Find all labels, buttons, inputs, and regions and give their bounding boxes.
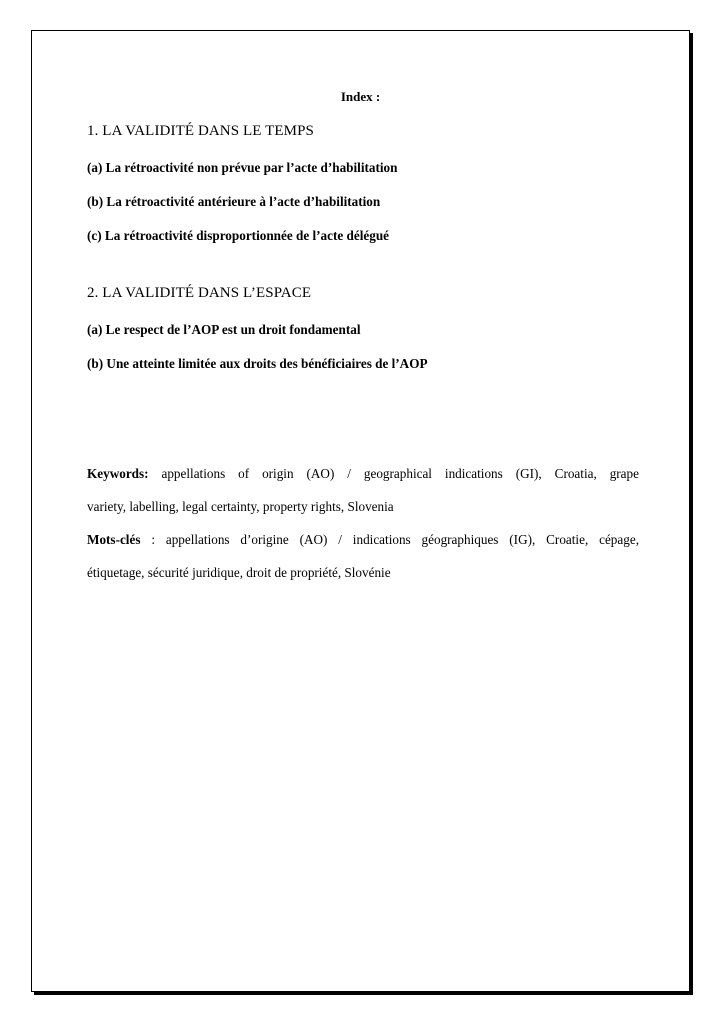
keywords-block	[87, 457, 639, 589]
document-page	[31, 30, 690, 992]
index-title: Index :	[340, 89, 381, 104]
mots-cles-line-1	[87, 523, 639, 556]
keywords-label: Keywords:	[87, 466, 149, 481]
keywords-line-2: variety, labelling, legal certainty, property rights, Slovenia	[87, 499, 394, 514]
section-heading-1: 1. LA VALIDITÉ DANS LE TEMPS	[87, 123, 314, 139]
section-2-item-b: (b) Une atteinte limitée aux droits des bénéficiaires de l’AOP	[87, 356, 428, 371]
section-2-item-a: (a) Le respect de l’AOP est un droit fondamental	[87, 322, 361, 337]
section-1-item-a: (a) La rétroactivité non prévue par l’acte d’habilitation	[87, 160, 398, 175]
section-heading-2: 2. LA VALIDITÉ DANS L’ESPACE	[87, 285, 312, 301]
mots-cles-text-1: : appellations d’origine (AO) / indications géographiques (IG), Croatie, cépage,	[140, 532, 639, 547]
keywords-text-1: appellations of origin (AO) / geographical indications (GI), Croatia, grape	[148, 466, 639, 481]
mots-cles-line-2: étiquetage, sécurité juridique, droit de propriété, Slovénie	[87, 565, 391, 580]
section-1-item-c: (c) La rétroactivité disproportionnée de l’acte délégué	[87, 228, 390, 243]
mots-cles-label: Mots-clés	[87, 532, 141, 547]
section-1-item-b: (b) La rétroactivité antérieure à l’acte d’habilitation	[87, 194, 381, 209]
keywords-line-1	[87, 457, 639, 490]
